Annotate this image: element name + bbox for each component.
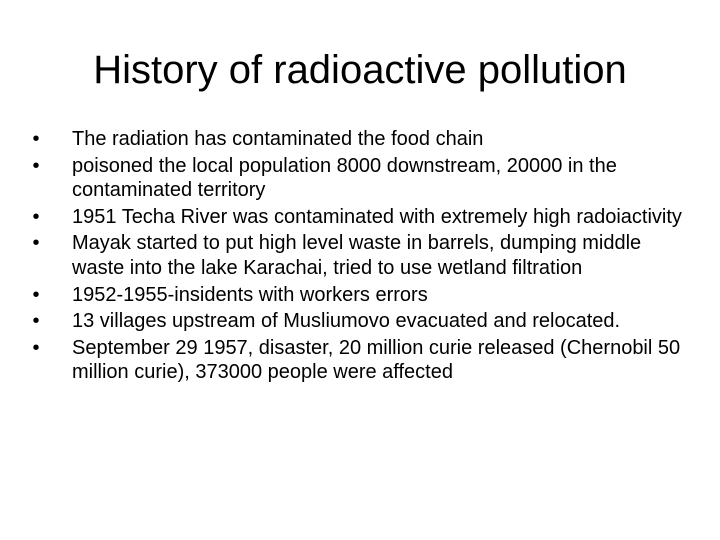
bullet-marker: • bbox=[32, 154, 40, 177]
bullet-item bbox=[26, 309, 696, 334]
bullet-text: 1952-1955-insidents with workers errors bbox=[72, 283, 428, 306]
bullet-item bbox=[26, 127, 696, 152]
bullet-item bbox=[26, 231, 696, 280]
bullet-text: Mayak started to put high level waste in barrels, dumping middle waste into the lake Karachai, tried to use wetland filtration bbox=[72, 232, 642, 279]
bullet-marker: • bbox=[32, 232, 40, 255]
bullet-text: poisoned the local population 8000 downstream, 20000 in the contaminated territory bbox=[72, 154, 617, 202]
bullet-text: September 29 1957, disaster, 20 million curie released (Chernobil 50 million curie), 373000 people were affected bbox=[72, 336, 681, 384]
slide-title: History of radioactive pollution bbox=[93, 48, 627, 92]
bullet-marker: • bbox=[32, 128, 40, 150]
bullet-text: The radiation has contaminated the food chain bbox=[72, 128, 484, 150]
bullet-item bbox=[26, 205, 696, 230]
bullet-text: 13 villages upstream of Musliumovo evacuated and relocated. bbox=[72, 310, 621, 333]
bullet-marker: • bbox=[32, 310, 40, 333]
bullet-item bbox=[26, 283, 696, 308]
bullet-list bbox=[26, 127, 696, 387]
bullet-text: 1951 Techa River was contaminated with extremely high radoiactivity bbox=[72, 205, 682, 228]
bullet-marker: • bbox=[32, 283, 40, 306]
bullet-marker: • bbox=[32, 205, 40, 228]
bullet-marker: • bbox=[32, 336, 40, 359]
bullet-item bbox=[26, 154, 696, 203]
bullet-item bbox=[26, 336, 696, 385]
